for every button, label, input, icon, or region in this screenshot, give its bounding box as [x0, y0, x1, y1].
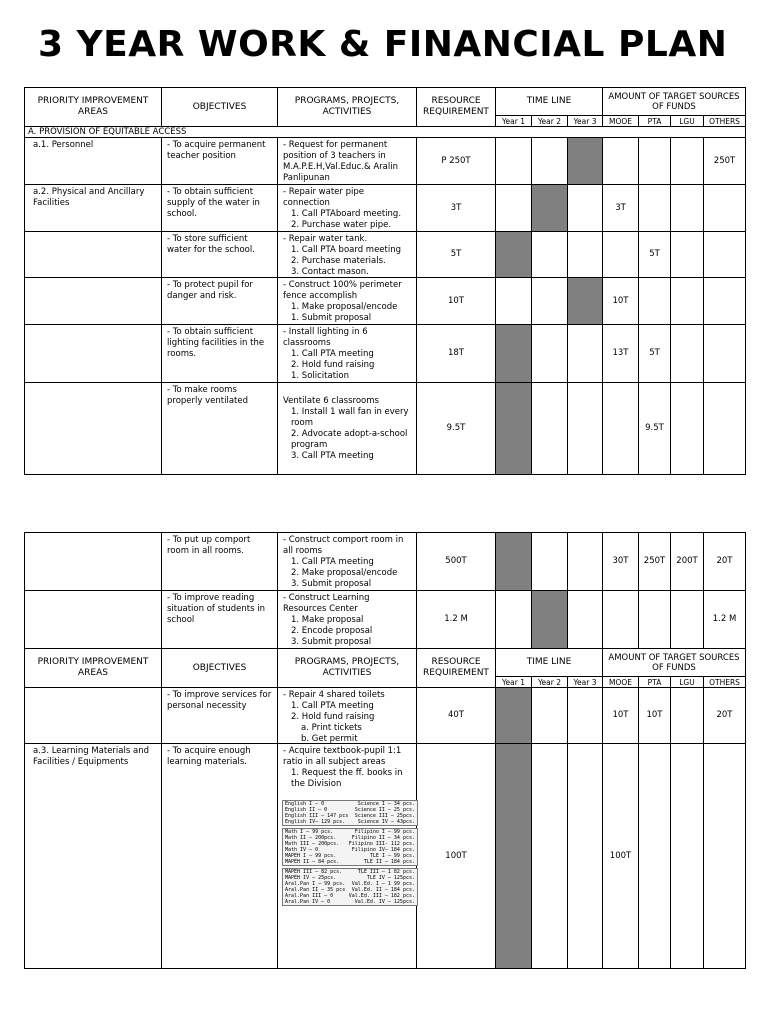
resource-cell: 40T: [417, 688, 496, 743]
table-row: [24, 325, 746, 383]
book-entry: Val.Ed. I – 1 99 pcs.: [351, 881, 415, 887]
book-entry: Val.Ed. II – 184 pcs.: [351, 887, 415, 893]
priority-area-text: a.2. Physical and Ancillary Facilities: [33, 187, 145, 208]
objective-text: - To put up comport room in all rooms.: [167, 535, 251, 556]
program-item: 3. Submit proposal: [291, 637, 372, 647]
page-title: 3 YEAR WORK & FINANCIAL PLAN: [38, 24, 728, 65]
mooe-amount-cell: 3T: [603, 185, 639, 231]
objective-text: - To acquire permanent teacher position: [167, 140, 266, 161]
objective-text: - To make rooms properly ventilated: [167, 385, 248, 406]
priority-area-text: a.1. Personnel: [33, 140, 94, 150]
objective-cell: [162, 232, 278, 277]
mooe-amount-cell: 30T: [603, 533, 639, 590]
objective-text: - To improve reading situation of students in school: [167, 593, 265, 625]
timeline-year-3-cell: [568, 744, 603, 968]
mooe-amount-cell: [603, 383, 639, 474]
header-others: OTHERS: [704, 116, 746, 126]
header-year-1: Year 1: [496, 677, 532, 687]
others-amount-cell: 20T: [704, 533, 746, 590]
header-resource: RESOURCE REQUIREMENT: [417, 88, 496, 126]
priority-area-cell: [24, 185, 162, 231]
table-row: [24, 278, 746, 325]
others-amount-cell: [704, 744, 746, 968]
timeline-year-3-cell: [568, 591, 603, 648]
mooe-amount-cell: [603, 138, 639, 184]
book-entry: Filipino IV– 184 pcs.: [351, 847, 415, 853]
timeline-year-1-cell: [496, 185, 532, 231]
table-row: [24, 591, 746, 649]
pta-amount-cell: [639, 278, 671, 324]
programs-cell: [278, 232, 417, 277]
others-amount-cell: [704, 232, 746, 277]
book-row: [283, 899, 417, 905]
program-item: 1. Make proposal: [291, 615, 364, 625]
program-item: 1. Request the ff. books in the Division: [291, 768, 403, 789]
book-entry: Filipino I – 99 pcs.: [354, 829, 415, 835]
program-item: 2. Advocate adopt-a-school program: [291, 429, 408, 450]
timeline-year-3-cell: [568, 232, 603, 277]
others-amount-cell: [704, 185, 746, 231]
priority-area-cell: [24, 533, 162, 590]
resource-cell: 1.2 M: [417, 591, 496, 648]
timeline-year-1-cell: [496, 591, 532, 648]
objective-cell: [162, 688, 278, 743]
resource-cell: 5T: [417, 232, 496, 277]
book-entry: TLE I – 99 pcs.: [369, 853, 415, 859]
book-entry: Math I – 99 pcs.: [285, 829, 334, 835]
objective-cell: [162, 185, 278, 231]
book-entry: Science II – 25 pcs.: [354, 807, 415, 813]
timeline-year-1-cell: [496, 533, 532, 590]
timeline-year-1-cell: [496, 688, 532, 743]
objective-cell: [162, 744, 278, 968]
book-entry: English III – 147 pcs: [285, 813, 349, 819]
others-amount-cell: 20T: [704, 688, 746, 743]
timeline-year-3-cell: [568, 383, 603, 474]
book-entry: Math III – 200pcs.: [285, 841, 340, 847]
header-objectives: OBJECTIVES: [162, 88, 278, 126]
header-year-3: Year 3: [568, 116, 603, 126]
program-item: 1. Call PTAboard meeting.: [291, 209, 402, 219]
timeline-year-2-cell: [532, 138, 568, 184]
objective-text: - To acquire enough learning materials.: [167, 746, 251, 767]
others-amount-cell: 250T: [704, 138, 746, 184]
book-entry: Filipino III- 112 pcs.: [348, 841, 415, 847]
program-item: 1. Install 1 wall fan in every room: [291, 407, 409, 428]
book-entry: Aral.Pan I – 99 pcs.: [285, 881, 346, 887]
timeline-year-3-cell: [568, 138, 603, 184]
programs-cell: [278, 138, 417, 184]
header-sources-of-funds: AMOUNT OF TARGET SOURCES OF FUNDS: [603, 88, 746, 116]
lgu-amount-cell: [671, 744, 704, 968]
header-resource: RESOURCE REQUIREMENT: [417, 649, 496, 687]
timeline-year-1-cell: [496, 325, 532, 382]
priority-area-cell: [24, 591, 162, 648]
timeline-year-2-cell: [532, 591, 568, 648]
program-item: 2. Hold fund raising: [291, 360, 375, 370]
book-entry: Math IV – 0: [285, 847, 319, 853]
book-entry: TLE III – 1 82 pcs.: [357, 869, 415, 875]
book-entry: Science III – 25pcs.: [354, 813, 415, 819]
book-entry: Science I – 34 pcs.: [357, 801, 415, 807]
mooe-amount-cell: [603, 591, 639, 648]
book-entry: English IV– 129 pcs.: [285, 819, 346, 825]
timeline-year-1-cell: [496, 278, 532, 324]
timeline-year-2-cell: [532, 383, 568, 474]
objective-text: - To improve services for personal necessity: [167, 690, 272, 711]
program-item: - Construct comport room in all rooms: [283, 535, 404, 556]
objective-text: - To store sufficient water for the school.: [167, 234, 255, 255]
table2-header-row: [24, 649, 746, 688]
resource-cell: 9.5T: [417, 383, 496, 474]
program-item: - Repair water pipe connection: [283, 187, 364, 208]
timeline-year-1-cell: [496, 744, 532, 968]
program-item: - Install lighting in 6 classrooms: [283, 327, 368, 348]
header-timeline: TIME LINE: [496, 649, 603, 677]
book-request-list: [282, 800, 418, 908]
book-entry: English I – 0: [285, 801, 325, 807]
book-group: [282, 800, 418, 826]
book-group: [282, 828, 418, 866]
programs-cell: [278, 591, 417, 648]
pta-amount-cell: 9.5T: [639, 383, 671, 474]
header-priority-areas: PRIORITY IMPROVEMENT AREAS: [24, 649, 162, 687]
header-objectives: OBJECTIVES: [162, 649, 278, 687]
pta-amount-cell: 5T: [639, 325, 671, 382]
header-others: OTHERS: [704, 677, 746, 687]
timeline-year-3-cell: [568, 185, 603, 231]
program-item: 2. Encode proposal: [291, 626, 373, 636]
priority-area-cell: [24, 232, 162, 277]
programs-cell: [278, 688, 417, 743]
programs-cell: [278, 278, 417, 324]
book-entry: Aral.Pan IV – 0: [285, 899, 331, 905]
timeline-year-2-cell: [532, 744, 568, 968]
header-year-2: Year 2: [532, 116, 568, 126]
header-lgu: LGU: [671, 116, 704, 126]
objective-text: - To protect pupil for danger and risk.: [167, 280, 253, 301]
pta-amount-cell: 250T: [639, 533, 671, 590]
lgu-amount-cell: [671, 325, 704, 382]
table-row: [24, 185, 746, 232]
resource-cell: P 250T: [417, 138, 496, 184]
table-row: [24, 232, 746, 278]
priority-area-cell: [24, 138, 162, 184]
program-item: - Repair 4 shared toilets: [283, 690, 385, 700]
pta-amount-cell: [639, 185, 671, 231]
resource-cell: 3T: [417, 185, 496, 231]
book-row: [283, 819, 417, 825]
resource-cell: 500T: [417, 533, 496, 590]
timeline-year-2-cell: [532, 533, 568, 590]
book-entry: TLE IV – 125pcs.: [366, 875, 415, 881]
programs-cell: [278, 325, 417, 382]
mooe-amount-cell: 10T: [603, 688, 639, 743]
program-item: 2. Make proposal/encode: [291, 568, 398, 578]
header-lgu: LGU: [671, 677, 704, 687]
program-item: [283, 385, 413, 396]
header-programs: PROGRAMS, PROJECTS, ACTIVITIES: [278, 88, 417, 126]
program-item: 3. Call PTA meeting: [291, 451, 374, 461]
lgu-amount-cell: 200T: [671, 533, 704, 590]
objective-cell: [162, 325, 278, 382]
timeline-year-2-cell: [532, 688, 568, 743]
timeline-year-2-cell: [532, 185, 568, 231]
section-title: A. PROVISION OF EQUITABLE ACCESS: [24, 127, 746, 137]
programs-cell: [278, 383, 417, 474]
header-priority-areas: PRIORITY IMPROVEMENT AREAS: [24, 88, 162, 126]
program-item: 1. Call PTA meeting: [291, 557, 374, 567]
header-year-2: Year 2: [532, 677, 568, 687]
program-item: 1. Solicitation: [291, 371, 349, 381]
header-timeline: TIME LINE: [496, 88, 603, 116]
program-item: - Request for permanent position of 3 teachers in M.A.P.E.H,Val.Educ.& Aralin Panlipunan: [283, 140, 398, 183]
book-entry: Aral.Pan III – 0: [285, 893, 334, 899]
priority-area-cell: [24, 744, 162, 968]
timeline-year-1-cell: [496, 138, 532, 184]
program-item: 2. Purchase materials.: [291, 256, 386, 266]
lgu-amount-cell: [671, 383, 704, 474]
program-item: a. Print tickets: [301, 723, 362, 733]
book-entry: Filipino II – 34 pcs.: [351, 835, 415, 841]
others-amount-cell: [704, 278, 746, 324]
priority-area-text: a.3. Learning Materials and Facilities / Equipments: [33, 746, 149, 767]
header-mooe: MOOE: [603, 677, 639, 687]
table1-header-row: [24, 88, 746, 127]
pta-amount-cell: 5T: [639, 232, 671, 277]
section-row: [24, 127, 746, 138]
objective-text: - To obtain sufficient supply of the water in school.: [167, 187, 260, 219]
program-item: 2. Hold fund raising: [291, 712, 375, 722]
objective-text: - To obtain sufficient lighting facilities in the rooms.: [167, 327, 265, 359]
priority-area-cell: [24, 278, 162, 324]
pta-amount-cell: [639, 591, 671, 648]
program-item: 3. Submit proposal: [291, 579, 372, 589]
objective-cell: [162, 591, 278, 648]
program-item: 2. Purchase water pipe.: [291, 220, 392, 230]
book-entry: MAPEH II – 84 pcs.: [285, 859, 340, 865]
objective-cell: [162, 533, 278, 590]
book-entry: Math II – 200pcs.: [285, 835, 337, 841]
table-row: [24, 138, 746, 185]
book-row: [283, 859, 417, 865]
pta-amount-cell: [639, 138, 671, 184]
timeline-year-1-cell: [496, 232, 532, 277]
book-entry: English II – 0: [285, 807, 328, 813]
mooe-amount-cell: [603, 232, 639, 277]
table-row: [24, 533, 746, 591]
header-sources-of-funds: AMOUNT OF TARGET SOURCES OF FUNDS: [603, 649, 746, 677]
program-item: 3. Contact mason.: [291, 267, 369, 277]
others-amount-cell: [704, 325, 746, 382]
pta-amount-cell: [639, 744, 671, 968]
program-item: - Construct 100% perimeter fence accomplish: [283, 280, 402, 301]
lgu-amount-cell: [671, 138, 704, 184]
lgu-amount-cell: [671, 278, 704, 324]
programs-cell: [278, 533, 417, 590]
objective-cell: [162, 138, 278, 184]
lgu-amount-cell: [671, 591, 704, 648]
objective-cell: [162, 278, 278, 324]
book-entry: Aral.Pan II – 35 pcs: [285, 887, 346, 893]
table-row: [24, 688, 746, 744]
timeline-year-3-cell: [568, 688, 603, 743]
timeline-year-1-cell: [496, 383, 532, 474]
book-entry: Val.Ed. III – 182 pcs.: [348, 893, 415, 899]
book-entry: MAPEH III – 82 pcs.: [285, 869, 343, 875]
book-entry: MAPEH IV – 25pcs.: [285, 875, 337, 881]
program-item: b. Get permit: [301, 734, 358, 743]
mooe-amount-cell: 13T: [603, 325, 639, 382]
timeline-year-2-cell: [532, 232, 568, 277]
timeline-year-2-cell: [532, 325, 568, 382]
program-item: 1. Submit proposal: [291, 313, 372, 323]
book-entry: TLE II – 184 pcs.: [363, 859, 415, 865]
plan-table-page-1: [24, 87, 746, 475]
header-year-1: Year 1: [496, 116, 532, 126]
program-item: 1. Call PTA meeting: [291, 349, 374, 359]
header-programs: PROGRAMS, PROJECTS, ACTIVITIES: [278, 649, 417, 687]
book-entry: Val.Ed. IV – 125pcs.: [354, 899, 415, 905]
program-item: 1. Call PTA meeting: [291, 701, 374, 711]
program-item: Ventilate 6 classrooms: [283, 396, 379, 406]
resource-cell: 10T: [417, 278, 496, 324]
header-pta: PTA: [639, 677, 671, 687]
others-amount-cell: [704, 383, 746, 474]
timeline-year-3-cell: [568, 533, 603, 590]
resource-cell: 100T: [417, 744, 496, 968]
others-amount-cell: 1.2 M: [704, 591, 746, 648]
mooe-amount-cell: 100T: [603, 744, 639, 968]
program-item: 1. Call PTA board meeting: [291, 245, 402, 255]
mooe-amount-cell: 10T: [603, 278, 639, 324]
timeline-year-3-cell: [568, 278, 603, 324]
lgu-amount-cell: [671, 185, 704, 231]
book-entry: MAPEH I – 99 pcs.: [285, 853, 337, 859]
book-group: [282, 868, 418, 906]
timeline-year-3-cell: [568, 325, 603, 382]
lgu-amount-cell: [671, 232, 704, 277]
objective-cell: [162, 383, 278, 474]
program-item: - Construct Learning Resources Center: [283, 593, 370, 614]
pta-amount-cell: 10T: [639, 688, 671, 743]
timeline-year-2-cell: [532, 278, 568, 324]
header-year-3: Year 3: [568, 677, 603, 687]
priority-area-cell: [24, 383, 162, 474]
resource-cell: 18T: [417, 325, 496, 382]
priority-area-cell: [24, 325, 162, 382]
book-entry: Science IV – 43pcs.: [357, 819, 415, 825]
priority-area-cell: [24, 688, 162, 743]
programs-cell: [278, 185, 417, 231]
program-item: 1. Make proposal/encode: [291, 302, 398, 312]
header-pta: PTA: [639, 116, 671, 126]
header-mooe: MOOE: [603, 116, 639, 126]
table-row: [24, 383, 746, 475]
program-item: - Acquire textbook-pupil 1:1 ratio in all subject areas: [283, 746, 402, 767]
program-item: - Repair water tank.: [283, 234, 368, 244]
lgu-amount-cell: [671, 688, 704, 743]
